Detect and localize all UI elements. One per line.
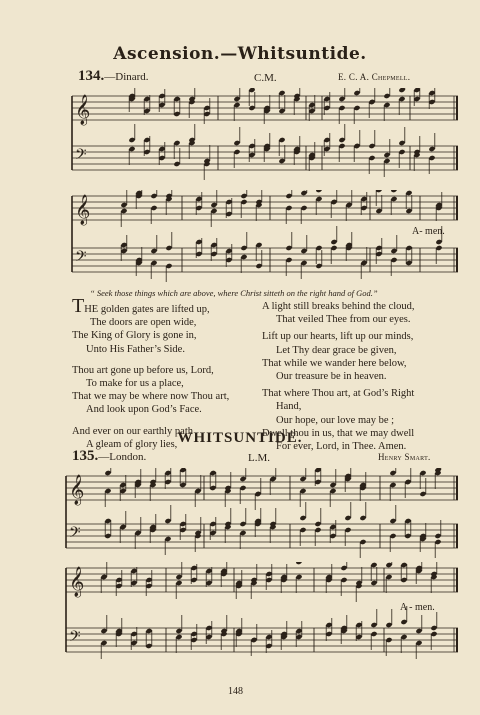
page-number: 148 — [228, 686, 243, 697]
treble-clef: 𝄞 — [75, 195, 91, 225]
verse-line: The doors are open wide, — [90, 317, 197, 329]
verse-line: For ever, Lord, in Thee. Amen. — [276, 441, 407, 453]
verse-line: To make for us a place, — [86, 378, 184, 390]
hymn-135-system-1 — [64, 468, 460, 560]
verse-line: And ever on our earthly path — [72, 425, 194, 437]
verse-line: Our treasure be in heaven. — [276, 371, 387, 383]
hymn-134-heading — [78, 68, 149, 85]
hymn-135-number: 135. — [72, 448, 99, 464]
verse-line: That we may be where now Thou art, — [72, 391, 230, 403]
verse-line: A light still breaks behind the cloud, — [262, 301, 415, 312]
hymn-134-system-2 — [70, 190, 460, 285]
verse-line: That where Thou art, at God’s Right — [262, 388, 415, 400]
drop-cap: T — [72, 295, 85, 317]
hymn-134-left-column — [72, 295, 230, 451]
page-header: Ascension.—Whitsuntide. — [113, 44, 367, 64]
bass-clef: 𝄢 — [75, 146, 87, 167]
verse-line: HE golden gates are lifted up, — [84, 304, 210, 315]
verse-line: And look upon God’s Face. — [86, 404, 202, 416]
verse-line: Thou art gone up before us, Lord, — [72, 364, 214, 376]
hymn-135-meter: L.M. — [248, 452, 270, 464]
verse-line: Our hope, our love may be ; — [276, 414, 395, 426]
verse-line: A gleam of glory lies, — [86, 438, 178, 450]
treble-clef: 𝄞 — [69, 567, 85, 597]
treble-clef: 𝄞 — [69, 475, 85, 505]
hymn-135-tune: —London. — [98, 451, 147, 463]
bass-clef: 𝄢 — [69, 628, 81, 649]
hymn-134-composer: E. C. A. Chepmell. — [338, 72, 411, 82]
verse-line: That veiled Thee from our eyes. — [276, 314, 411, 326]
note-head — [295, 562, 302, 565]
hymn-134-quote: “ Seek those things which are above, where Christ sitteth on the right hand of God.” — [90, 288, 378, 298]
treble-clef: 𝄞 — [75, 95, 91, 125]
hymn-134-amen: A- men. — [412, 226, 445, 237]
bass-clef: 𝄢 — [69, 524, 81, 545]
hymn-135-system-2 — [64, 562, 460, 672]
verse-line: That while we wander here below, — [262, 357, 407, 369]
hymn-134-tune: —Dinard. — [104, 71, 149, 83]
verse-line: Let Thy dear grace be given, — [276, 344, 397, 356]
hymn-135-amen: A - men. — [400, 602, 435, 613]
section-title: WHITSUNTIDE. — [177, 430, 303, 446]
hymn-134-meter: C.M. — [254, 72, 277, 84]
verse-line: Unto His Father’s Side. — [86, 343, 185, 355]
note-head — [390, 190, 397, 193]
bass-clef: 𝄢 — [75, 248, 87, 269]
verse-line: The King of Glory is gone in, — [72, 330, 197, 342]
hymn-135-heading — [72, 448, 146, 465]
note-head — [315, 190, 322, 193]
hymn-134-number: 134. — [78, 68, 105, 84]
hymn-135-composer: Henry Smart. — [378, 452, 431, 462]
hymn-134-system-1 — [70, 88, 460, 188]
verse-line: Dwell thou in us, that we may dwell — [262, 427, 415, 439]
verse-line: Lift up our hearts, lift up our minds, — [262, 331, 414, 343]
verse-line: Hand, — [276, 401, 302, 413]
